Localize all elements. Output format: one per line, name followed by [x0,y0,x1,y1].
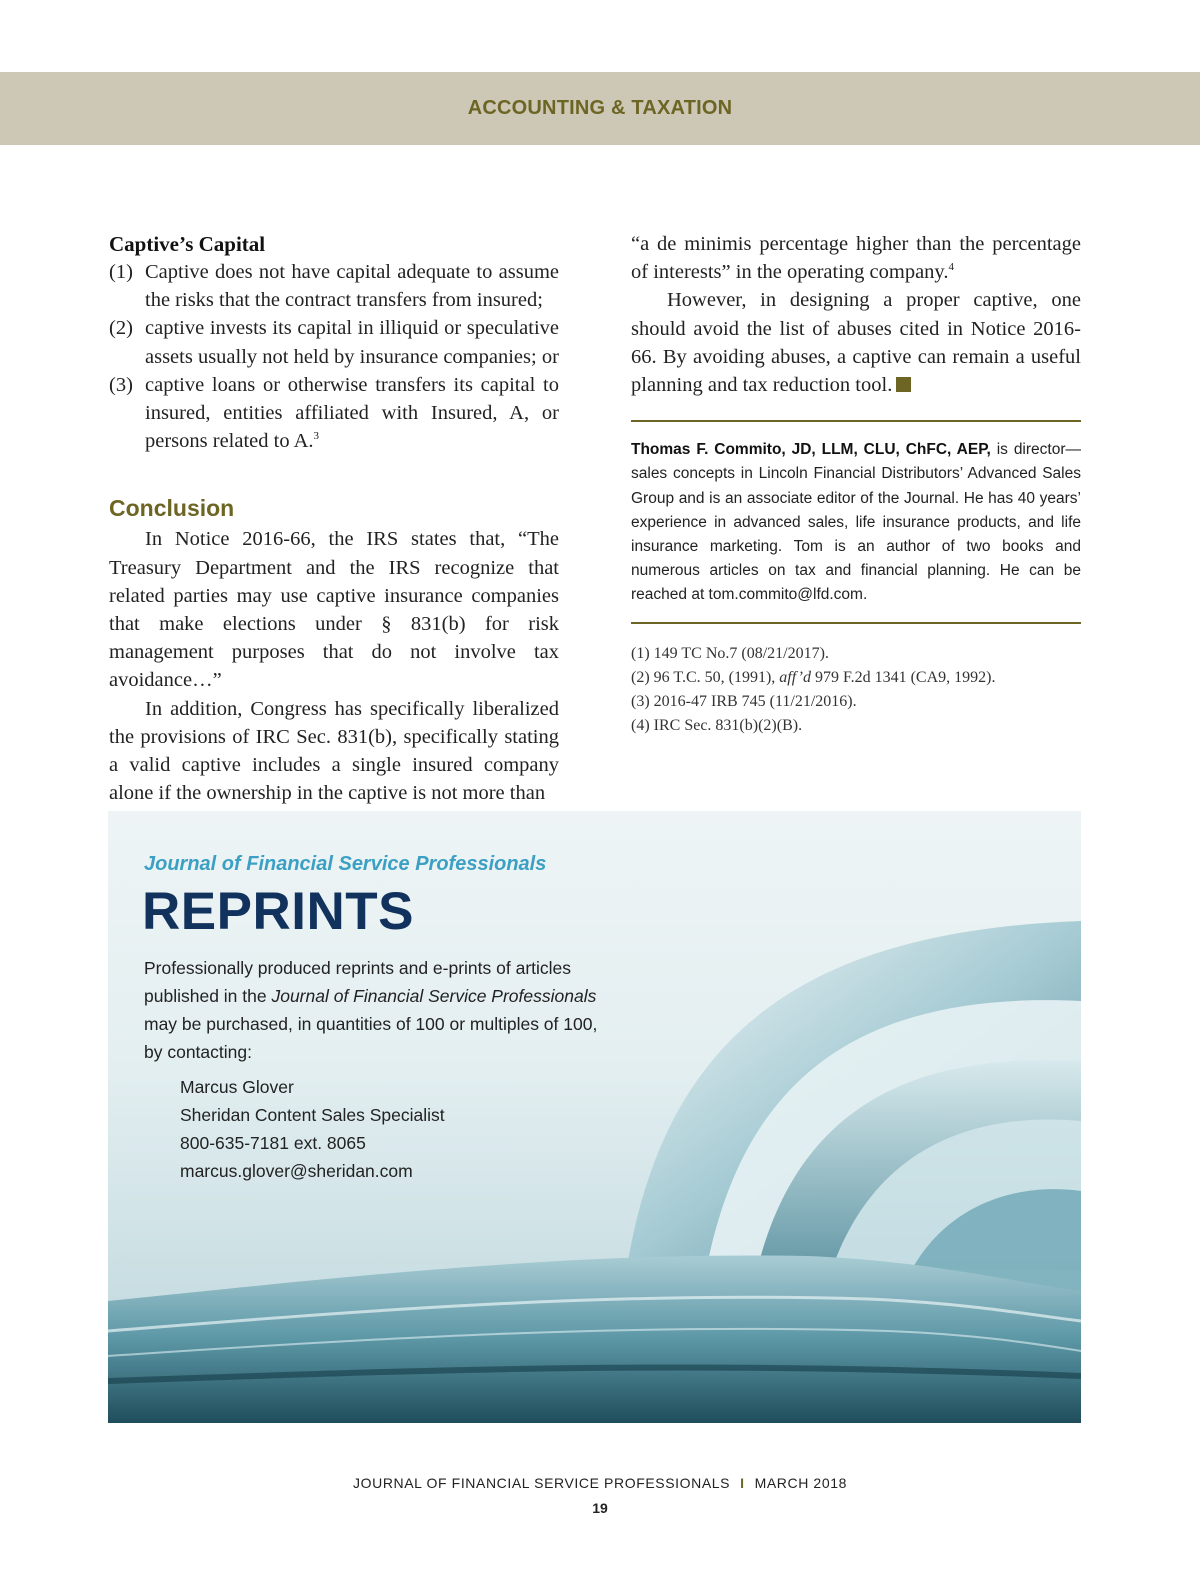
section-title: ACCOUNTING & TAXATION [467,97,733,119]
abuse-list [109,258,559,455]
footnote: (1) 149 TC No.7 (08/21/2017). [631,644,829,662]
list-item: (3) captive loans or otherwise transfers its capital to insured, entities affiliated with Insured, A, or persons related to A.$^3$ [109,373,559,453]
footnote: (3) 2016-47 IRB 745 (11/21/2016). [631,693,857,711]
footer-separator: I [740,1475,745,1491]
footnote-ref-3: 3 [313,430,320,443]
subhead-captives-capital: Captive’s Capital [109,232,266,256]
reprints-advertisement [108,811,1081,1423]
continued-paragraph: “a de minimis percentage higher than the percentage of interests” in the operating company.$^4$ [631,233,1081,284]
conclusion-paragraph-1: In Notice 2016-66, the IRS states that, “The Treasury Department and the IRS recognize that related parties may use captive insurance companies that make elections under § 831(b) for risk management purposes that do not involve tax avoidance…” [109,528,559,692]
divider-top [631,420,1081,422]
author-bio: Thomas F. Commito, JD, LLM, CLU, ChFC, AEP, is director—sales concepts in Lincoln Financial Distributors’ Advanced Sales Group and is an associate editor of the Journal. He has 40 years’ experience in advanced sales, life insurance products, and life insurance marketing. Tom is an author of two books and numerous articles on tax and financial planning. He can be reached at tom.commito@lfd.com. [631,441,1081,604]
author-name: Thomas F. Commito, JD, LLM, CLU, ChFC, AEP, [631,441,991,459]
footnote-ref-4: 4 [948,261,954,274]
contact-title: Sheridan Content Sales Specialist [180,1105,445,1125]
footnotes [631,642,1081,739]
footer-date: MARCH 2018 [754,1475,847,1491]
list-item: (1) Captive does not have capital adequate to assume the risks that the contract transfers from insured; [109,261,559,312]
ad-contact-block [180,1073,445,1185]
divider-bottom [631,622,1081,624]
ad-description: Professionally produced reprints and e-prints of articles published in the Journal of Financial Service Professionals may be purchased, in quantities of 100 or multiples of 100, by contacting: [144,958,598,1062]
footnote: (4) IRC Sec. 831(b)(2)(B). [631,717,803,735]
contact-name: Marcus Glover [180,1077,294,1097]
list-item: (2) captive invests its capital in illiquid or speculative assets usually not held by insurance companies; or [109,317,559,368]
conclusion-paragraph-2: In addition, Congress has specifically liberalized the provisions of IRC Sec. 831(b), specifically stating a valid captive includes a single insured company alone if the ownership in the captive is not more than [109,697,559,805]
page-footer [0,1475,1200,1491]
footer-journal: JOURNAL OF FINANCIAL SERVICE PROFESSIONALS [353,1475,731,1491]
conclusion-heading: Conclusion [109,495,235,522]
left-column [109,230,559,807]
footnote: (2) 96 T.C. 50, (1991), aff’d 979 F.2d 1341 (CA9, 1992). [631,668,996,686]
closing-paragraph: However, in designing a proper captive, one should avoid the list of abuses cited in Notice 2016-66. By avoiding abuses, a captive can remain a useful planning and tax reduction tool. [631,289,1081,397]
end-of-article-mark-icon [896,377,911,392]
ad-title: REPRINTS [142,882,414,941]
contact-phone: 800-635-7181 ext. 8065 [180,1133,366,1153]
contact-email[interactable]: marcus.glover@sheridan.com [180,1161,413,1181]
right-column [631,230,1081,738]
page-number: 19 [592,1500,608,1516]
ad-journal-name: Journal of Financial Service Professionals [144,853,547,875]
